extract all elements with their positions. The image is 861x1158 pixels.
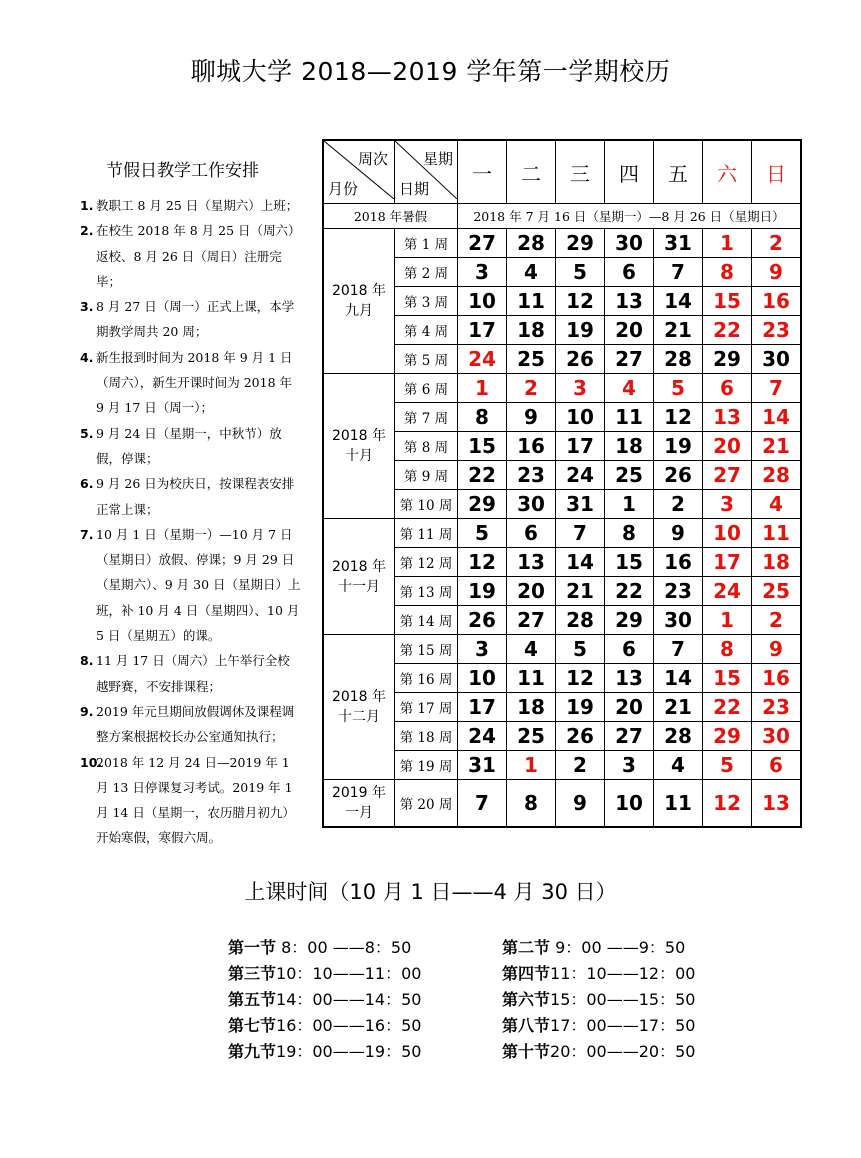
week-number-cell: 第 8 周 [395, 432, 458, 461]
slot-time: 16：00——16：50 [276, 1016, 422, 1035]
date-cell: 10 [458, 287, 507, 316]
date-cell: 27 [605, 722, 654, 751]
date-cell-holiday: 16 [752, 664, 802, 693]
date-cell: 2 [556, 751, 605, 780]
class-time-grid [228, 936, 748, 1063]
date-cell: 7 [556, 519, 605, 548]
week-row [323, 258, 801, 287]
header-row [323, 140, 801, 204]
date-cell: 8 [458, 403, 507, 432]
item-number: 3. [80, 299, 94, 315]
class-time-title: 上课时间（10 月 1 日——4 月 30 日） [244, 880, 617, 904]
date-cell-holiday: 13 [752, 780, 802, 828]
item-number: 6. [80, 476, 94, 492]
date-cell-holiday: 2 [752, 606, 802, 635]
slot-name: 第七节 [228, 1016, 277, 1035]
date-cell-holiday: 1 [703, 229, 752, 258]
date-cell: 17 [458, 693, 507, 722]
item-text: 2018 年 12 月 24 日—2019 年 1 月 13 日停课复习考试。2019 年 1 月 14 日（星期一，农历腊月初九）开始寒假，寒假六周。 [96, 754, 295, 846]
date-cell-holiday: 17 [703, 548, 752, 577]
week-row [323, 461, 801, 490]
list-item [80, 471, 302, 522]
slot-name: 第三节 [228, 964, 277, 983]
slot-time: 9：00 ——9：50 [555, 938, 686, 957]
date-cell: 3 [458, 258, 507, 287]
week-number-cell: 第 12 周 [395, 548, 458, 577]
list-item [80, 699, 302, 750]
list-item [80, 345, 302, 421]
date-cell-holiday: 12 [703, 780, 752, 828]
slot-name: 第四节 [502, 964, 551, 983]
slot-time: 11：10——12：00 [550, 964, 696, 983]
slot-name: 第五节 [228, 990, 277, 1009]
date-cell-holiday: 4 [605, 374, 654, 403]
class-slot [228, 936, 502, 959]
date-cell-holiday: 2 [507, 374, 556, 403]
slot-time: 10：10——11：00 [276, 964, 422, 983]
week-row [323, 664, 801, 693]
date-cell-holiday: 20 [703, 432, 752, 461]
week-row [323, 490, 801, 519]
date-cell-holiday: 11 [752, 519, 802, 548]
week-number-cell: 第 9 周 [395, 461, 458, 490]
date-cell-holiday: 9 [752, 258, 802, 287]
month-label-line: 一月 [345, 805, 373, 821]
date-cell-holiday: 13 [703, 403, 752, 432]
date-cell: 6 [605, 635, 654, 664]
week-row [323, 403, 801, 432]
date-cell: 13 [605, 664, 654, 693]
list-item [80, 421, 302, 472]
item-number: 5. [80, 425, 94, 441]
page-title: 聊城大学 2018—2019 学年第一学期校历 [190, 57, 671, 86]
date-cell-holiday: 1 [458, 374, 507, 403]
date-cell-holiday: 2 [752, 229, 802, 258]
item-number: 9. [80, 703, 94, 719]
date-cell-holiday: 5 [654, 374, 703, 403]
weekday-header: 四 [605, 140, 654, 204]
month-label-line: 九月 [345, 303, 373, 319]
date-cell: 30 [605, 229, 654, 258]
date-cell: 11 [654, 780, 703, 828]
date-cell: 10 [556, 403, 605, 432]
item-text: 2019 年元旦期间放假调休及课程调整方案根据校长办公室通知执行； [96, 703, 295, 745]
date-cell: 15 [458, 432, 507, 461]
weekday-label: 星期 [422, 150, 453, 168]
holiday-arrangements [80, 150, 302, 851]
slot-time: 17：00——17：50 [550, 1016, 696, 1035]
date-cell: 30 [654, 606, 703, 635]
class-slot [502, 1040, 748, 1063]
date-cell-holiday: 3 [556, 374, 605, 403]
week-row [323, 606, 801, 635]
date-cell: 7 [458, 780, 507, 828]
date-cell-holiday: 15 [703, 287, 752, 316]
week-row [323, 519, 801, 548]
item-text: 教职工 8 月 25 日（星期六）上班； [96, 198, 299, 213]
date-cell: 31 [654, 229, 703, 258]
date-cell-holiday: 25 [752, 577, 802, 606]
date-cell-holiday: 1 [703, 606, 752, 635]
date-cell-holiday: 9 [752, 635, 802, 664]
item-number: 2. [80, 223, 94, 239]
calendar-body [323, 140, 801, 827]
date-cell: 29 [605, 606, 654, 635]
date-cell-holiday: 8 [703, 258, 752, 287]
date-cell: 4 [654, 751, 703, 780]
date-cell: 21 [654, 316, 703, 345]
date-cell: 26 [556, 722, 605, 751]
date-cell: 12 [556, 664, 605, 693]
date-cell-holiday: 8 [703, 635, 752, 664]
date-cell: 3 [458, 635, 507, 664]
date-cell: 20 [507, 577, 556, 606]
date-cell: 4 [507, 258, 556, 287]
date-cell: 16 [654, 548, 703, 577]
slot-name: 第二节 [502, 938, 551, 957]
date-cell-holiday: 3 [703, 490, 752, 519]
date-cell: 5 [458, 519, 507, 548]
date-cell: 24 [556, 461, 605, 490]
week-number-cell: 第 7 周 [395, 403, 458, 432]
week-number-cell: 第 4 周 [395, 316, 458, 345]
class-slot [502, 1014, 748, 1037]
date-cell: 7 [654, 258, 703, 287]
week-row [323, 780, 801, 828]
week-row [323, 345, 801, 374]
date-cell: 10 [605, 780, 654, 828]
date-cell: 9 [507, 403, 556, 432]
class-slot [502, 936, 748, 959]
month-label-line: 2018 年 [331, 428, 387, 444]
holiday-arrangements-title: 节假日教学工作安排 [106, 161, 259, 181]
item-text: 9 月 26 日为校庆日，按课程表安排正常上课； [96, 476, 295, 517]
week-number-cell: 第 17 周 [395, 693, 458, 722]
date-cell-holiday: 5 [703, 751, 752, 780]
date-cell-holiday: 1 [507, 751, 556, 780]
week-number-cell: 第 19 周 [395, 751, 458, 780]
date-cell: 29 [556, 229, 605, 258]
date-cell-holiday: 22 [703, 316, 752, 345]
date-cell-holiday: 4 [752, 490, 802, 519]
date-cell: 31 [556, 490, 605, 519]
date-cell: 19 [556, 693, 605, 722]
date-cell: 27 [458, 229, 507, 258]
week-number-cell: 第 2 周 [395, 258, 458, 287]
class-slot [228, 962, 502, 985]
item-number: 8. [80, 653, 94, 669]
item-number: 7. [80, 526, 94, 542]
date-cell: 11 [507, 664, 556, 693]
week-number-cell: 第 11 周 [395, 519, 458, 548]
week-number-cell: 第 5 周 [395, 345, 458, 374]
date-cell: 9 [556, 780, 605, 828]
week-row [323, 751, 801, 780]
month-cell [323, 635, 395, 780]
date-cell: 26 [458, 606, 507, 635]
date-cell: 26 [654, 461, 703, 490]
item-text: 11 月 17 日（周六）上午举行全校越野赛，不安排课程； [96, 653, 290, 694]
date-cell: 21 [654, 693, 703, 722]
item-number: 1. [80, 198, 94, 213]
date-cell: 28 [654, 722, 703, 751]
date-cell: 14 [654, 664, 703, 693]
month-label-line: 2018 年 [331, 558, 387, 575]
date-cell-holiday: 6 [752, 751, 802, 780]
slot-name: 第十节 [502, 1042, 551, 1061]
week-row [323, 693, 801, 722]
weekday-header-saturday: 六 [703, 140, 752, 204]
month-label-line: 十月 [345, 448, 373, 464]
date-cell-holiday: 22 [703, 693, 752, 722]
date-cell: 28 [556, 606, 605, 635]
date-cell: 8 [507, 780, 556, 828]
weekday-header: 一 [458, 140, 507, 204]
weekday-header: 二 [507, 140, 556, 204]
date-cell-holiday: 7 [752, 374, 802, 403]
month-label-line: 十一月 [338, 578, 380, 595]
date-cell: 10 [458, 664, 507, 693]
date-cell: 12 [458, 548, 507, 577]
date-cell: 4 [507, 635, 556, 664]
list-item [80, 750, 302, 851]
week-row [323, 577, 801, 606]
date-cell-holiday: 28 [752, 461, 802, 490]
date-cell: 29 [703, 345, 752, 374]
date-cell: 28 [654, 345, 703, 374]
date-cell-holiday: 6 [703, 374, 752, 403]
date-cell-holiday: 30 [752, 722, 802, 751]
week-number-cell: 第 18 周 [395, 722, 458, 751]
date-cell-holiday: 10 [703, 519, 752, 548]
date-cell: 12 [556, 287, 605, 316]
date-cell-holiday: 23 [752, 693, 802, 722]
item-text: 新生报到时间为 2018 年 9 月 1 日（周六），新生开课时间为 2018 年 9 月 17 日（周一）； [96, 349, 293, 416]
summer-row [323, 204, 801, 229]
date-cell: 28 [507, 229, 556, 258]
header-month-week-cell [323, 140, 395, 204]
date-cell-holiday: 29 [703, 722, 752, 751]
item-text: 9 月 24 日（星期一，中秋节）放假，停课； [96, 425, 282, 466]
month-label-line: 2018 年 [331, 689, 387, 705]
date-cell: 2 [654, 490, 703, 519]
date-cell: 17 [458, 316, 507, 345]
week-label: 周次 [357, 150, 388, 168]
date-cell: 19 [556, 316, 605, 345]
date-cell-holiday: 18 [752, 548, 802, 577]
week-row [323, 374, 801, 403]
date-cell: 11 [507, 287, 556, 316]
item-text: 8 月 27 日（周一）正式上课，本学期教学周共 20 周； [96, 299, 295, 340]
date-cell: 16 [507, 432, 556, 461]
date-cell: 18 [507, 693, 556, 722]
list-item [80, 294, 302, 345]
week-row [323, 722, 801, 751]
class-slot [502, 962, 748, 985]
date-cell: 8 [605, 519, 654, 548]
date-cell: 23 [654, 577, 703, 606]
date-cell-holiday: 14 [752, 403, 802, 432]
date-cell: 27 [507, 606, 556, 635]
date-cell: 22 [458, 461, 507, 490]
week-row [323, 287, 801, 316]
date-cell: 6 [605, 258, 654, 287]
month-cell [323, 519, 395, 635]
date-cell: 12 [654, 403, 703, 432]
date-cell-holiday: 24 [703, 577, 752, 606]
class-slot [502, 988, 748, 1011]
month-cell [323, 229, 395, 374]
week-number-cell: 第 1 周 [395, 229, 458, 258]
date-cell: 20 [605, 316, 654, 345]
slot-time: 8：00 ——8：50 [281, 938, 412, 957]
date-cell: 30 [507, 490, 556, 519]
class-slot [228, 988, 502, 1011]
date-cell: 18 [507, 316, 556, 345]
week-number-cell: 第 14 周 [395, 606, 458, 635]
list-item [80, 522, 302, 648]
week-number-cell: 第 16 周 [395, 664, 458, 693]
weekday-header: 五 [654, 140, 703, 204]
week-number-cell: 第 20 周 [395, 780, 458, 828]
slot-name: 第六节 [502, 990, 551, 1009]
month-label-line: 2019 年 [331, 785, 387, 801]
item-number: 10. [80, 754, 103, 770]
date-cell: 25 [605, 461, 654, 490]
holiday-list [80, 193, 302, 851]
date-cell: 31 [458, 751, 507, 780]
month-cell [323, 780, 395, 828]
month-label: 月份 [328, 180, 359, 198]
week-number-cell: 第 15 周 [395, 635, 458, 664]
date-cell: 14 [556, 548, 605, 577]
slot-time: 14：00——14：50 [276, 990, 422, 1009]
week-row [323, 548, 801, 577]
week-number-cell: 第 6 周 [395, 374, 458, 403]
date-cell: 18 [605, 432, 654, 461]
week-row [323, 229, 801, 258]
date-cell-holiday: 23 [752, 316, 802, 345]
date-cell: 15 [605, 548, 654, 577]
date-cell: 29 [458, 490, 507, 519]
date-label: 日期 [399, 180, 430, 198]
date-cell: 7 [654, 635, 703, 664]
item-text: 在校生 2018 年 8 月 25 日（周六）返校、8 月 26 日（周日）注册完毕； [96, 223, 301, 289]
weekday-header: 三 [556, 140, 605, 204]
date-cell: 13 [605, 287, 654, 316]
date-cell: 1 [605, 490, 654, 519]
date-cell-holiday: 24 [458, 345, 507, 374]
date-cell: 22 [605, 577, 654, 606]
date-cell: 5 [556, 635, 605, 664]
calendar-table [322, 139, 802, 828]
summer-dates: 2018 年 7 月 16 日（星期一）—8 月 26 日（星期日） [458, 204, 802, 229]
item-number: 4. [80, 349, 94, 365]
weekday-header-sunday: 日 [752, 140, 802, 204]
month-cell [323, 374, 395, 519]
date-cell: 24 [458, 722, 507, 751]
summer-label: 2018 年暑假 [323, 204, 458, 229]
slot-name: 第一节 [228, 938, 277, 957]
slot-time: 19：00——19：50 [276, 1042, 422, 1061]
date-cell: 21 [556, 577, 605, 606]
class-slot [228, 1040, 502, 1063]
date-cell: 30 [752, 345, 802, 374]
list-item [80, 193, 302, 218]
date-cell: 25 [507, 345, 556, 374]
item-text: 10 月 1 日（星期一）—10 月 7 日（星期日）放假、停课；9 月 29 日（星期六）、9 月 30 日（星期日）上班，补 10 月 4 日（星期四）、10 月 5 日（星期五）的课。 [96, 526, 301, 644]
date-cell-holiday: 27 [703, 461, 752, 490]
month-label-line: 2018 年 [331, 283, 387, 299]
week-row [323, 432, 801, 461]
date-cell: 23 [507, 461, 556, 490]
week-number-cell: 第 10 周 [395, 490, 458, 519]
date-cell: 13 [507, 548, 556, 577]
date-cell-holiday: 21 [752, 432, 802, 461]
date-cell: 14 [654, 287, 703, 316]
slot-name: 第八节 [502, 1016, 551, 1035]
list-item [80, 218, 302, 294]
week-row [323, 316, 801, 345]
date-cell: 17 [556, 432, 605, 461]
slot-name: 第九节 [228, 1042, 277, 1061]
class-slot [228, 1014, 502, 1037]
week-number-cell: 第 3 周 [395, 287, 458, 316]
date-cell: 3 [605, 751, 654, 780]
date-cell: 27 [605, 345, 654, 374]
date-cell: 5 [556, 258, 605, 287]
date-cell: 20 [605, 693, 654, 722]
slot-time: 15：00——15：50 [550, 990, 696, 1009]
date-cell: 26 [556, 345, 605, 374]
date-cell: 25 [507, 722, 556, 751]
month-label-line: 十二月 [338, 709, 380, 725]
week-number-cell: 第 13 周 [395, 577, 458, 606]
date-cell: 19 [458, 577, 507, 606]
date-cell-holiday: 16 [752, 287, 802, 316]
week-row [323, 635, 801, 664]
date-cell-holiday: 15 [703, 664, 752, 693]
date-cell: 9 [654, 519, 703, 548]
date-cell: 11 [605, 403, 654, 432]
header-weekday-date-cell [395, 140, 458, 204]
date-cell: 6 [507, 519, 556, 548]
slot-time: 20：00——20：50 [550, 1042, 696, 1061]
date-cell: 19 [654, 432, 703, 461]
list-item [80, 648, 302, 699]
